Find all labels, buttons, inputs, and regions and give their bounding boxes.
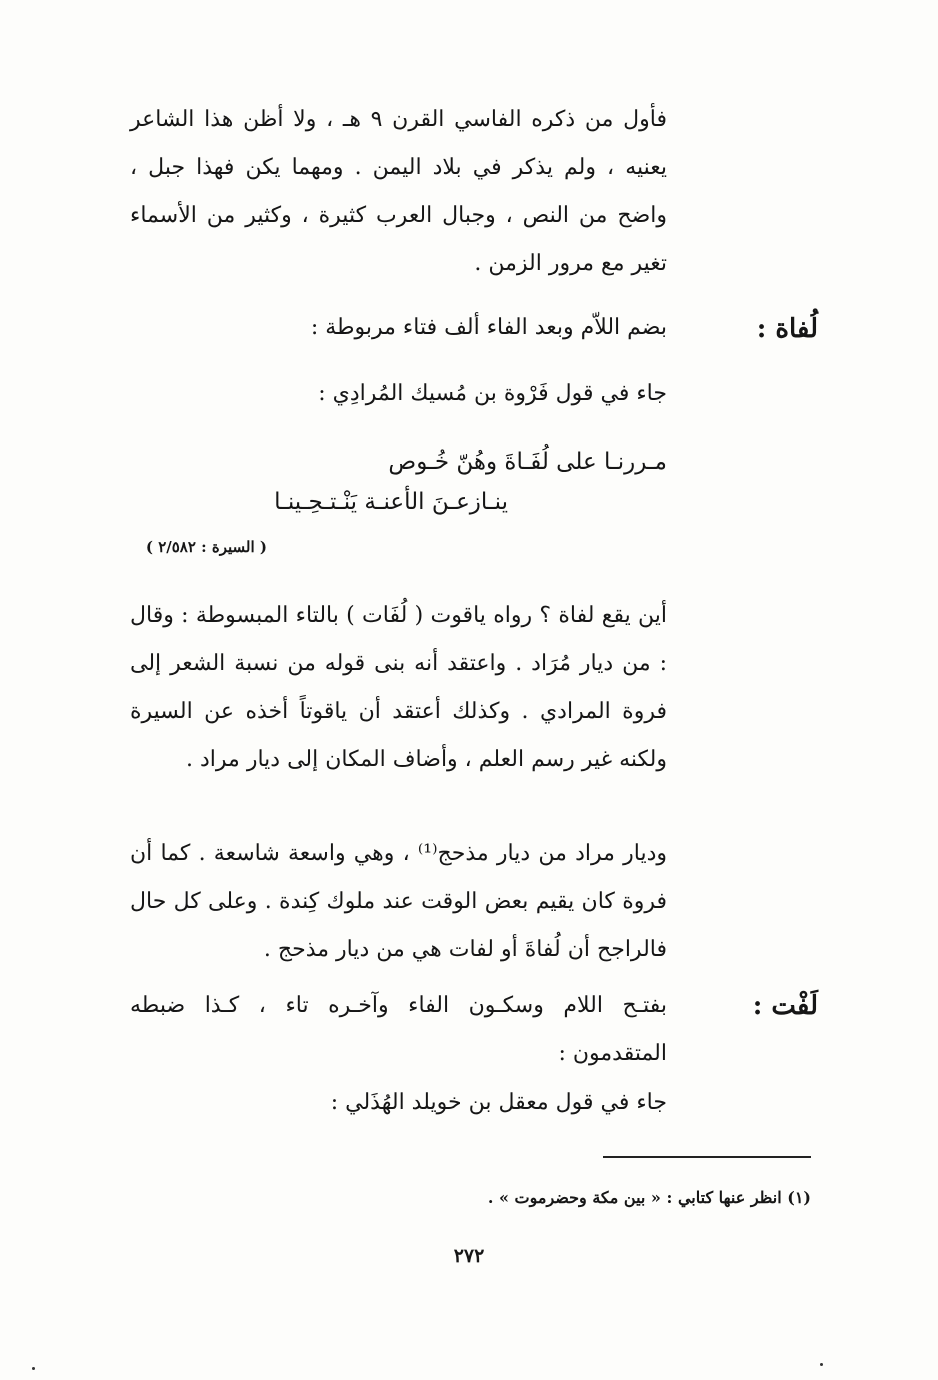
intro-paragraph: فأول من ذكره الفاسي القرن ٩ هـ ، ولا أظن هذا الشاعر يعنيه ، ولم يذكر في بلاد اليمن . ومهما يكن فهذا جبل ، واضح من النص ، وجبال العرب كثيرة ، وكثير من الأسماء تغير مع مرور الزمن .: [130, 107, 667, 276]
definition-lufah: بضم اللاّم وبعد الفاء ألف فتاء مربوطة :: [310, 315, 667, 340]
scan-speck-right: [820, 1363, 823, 1366]
discussion-paragraph-1: أين يقع لفاة ؟ رواه ياقوت ( لُفَات ) بالتاء المبسوطة : وقال : من ديار مُرَاد . واعتقد أنه بنى قوله من نسبة الشعر إلى فروة المرادي . وكذلك أعتقد أن ياقوتاً أخذه عن السيرة ولكنه غير رسم العلم ، وأضاف المكان إلى ديار مراد .: [130, 603, 667, 772]
headword-laft: لَفْت :: [752, 991, 818, 1021]
page-number: ٢٧٢: [453, 1245, 485, 1267]
citation-intro-laft: جاء في قول معقل بن خويلد الهُذَلي :: [330, 1090, 667, 1115]
discussion-paragraph-2: وديار مراد من ديار مذحج⁽¹⁾ ، وهي واسعة شاسعة . كما أن فروة كان يقيم بعض الوقت عند ملوك كِندة . وعلى كل حال فالراجح أن لُفاةَ أو لفات هي من ديار مذحج .: [130, 841, 668, 962]
verse-source: ( السيرة : ٢/٥٨٢ ): [145, 538, 267, 556]
headword-lufah: لُفاة :: [756, 314, 818, 344]
footnote-divider: [603, 1156, 811, 1158]
scan-speck-left: [32, 1367, 35, 1370]
verse-line-2: ينـازعـنَ الأعنـة يَنْـتـحِـينـا: [274, 489, 508, 515]
citation-intro-lufah: جاء في قول فَرْوة بن مُسيك المُرادِي :: [318, 381, 667, 406]
definition-laft: بفتـح اللام وسكـون الفاء وآخـره تاء ، كـذا ضبطه المتقدمون :: [130, 993, 667, 1066]
verse-line-1: مـررنـا على لُفَـاةَ وهُنّ خُـوص: [388, 449, 667, 475]
footnote: (١) انظر عنها كتابي : « بين مكة وحضرموت » .: [487, 1188, 811, 1207]
